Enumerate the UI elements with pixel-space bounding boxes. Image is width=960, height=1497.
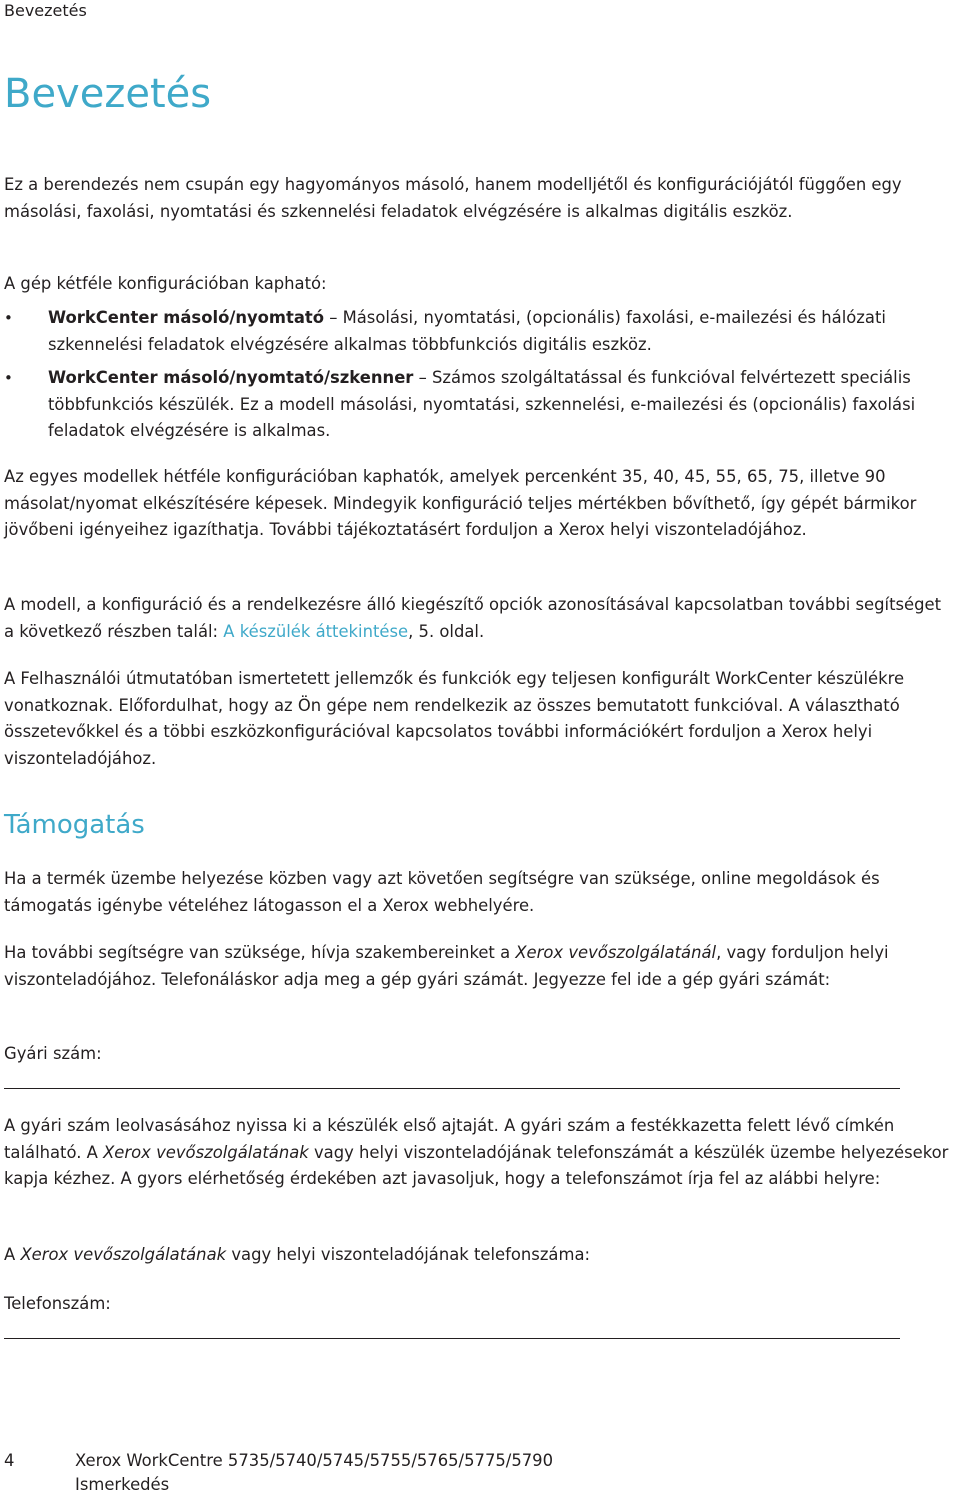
support-heading: Támogatás — [4, 810, 145, 840]
serial-write-line — [4, 1088, 900, 1089]
phone-write-line — [4, 1338, 900, 1339]
bullet-term: WorkCenter másoló/nyomtató — [48, 308, 324, 327]
serial-label: Gyári szám: — [4, 1044, 102, 1063]
overview-link[interactable]: A készülék áttekintése — [223, 621, 409, 641]
page-title: Bevezetés — [4, 71, 212, 117]
serial-paragraph: A gyári szám leolvasásához nyissa ki a készülék első ajtaját. A gyári szám a festékkazetta felett lévő címkén található. A Xerox vevőszolgálatának vagy helyi viszonteladójának telefonszámát a készülék üzembe helyezésekor kapja kézhez. A gyors elérhetőség érdekében azt javasoljuk, hogy a telefonszámot írja fel az alábbi helyre: — [4, 1116, 949, 1189]
footer-page-number: 4 — [4, 1451, 15, 1470]
bullet-text: – Számos szolgáltatással és funkcióval felvértezett speciális többfunkciós készülék. Ez a modell másolási, nyomtatási, szkennelési, e-mailezési és (opcionális) faxolási feladatok elvégzésére is alkalmas. — [48, 368, 916, 441]
guide-paragraph: A Felhasználói útmutatóban ismertetett jellemzők és funkciók egy teljesen konfigurált WorkCenter készülékre vonatkoznak. Előfordulhat, hogy az Ön gépe nem rendelkezik az összes bemutatott funkcióval. A választható összetevőkkel és a többi eszközkonfigurációval kapcsolatos további információkért forduljon a Xerox helyi viszonteladójához. — [4, 669, 905, 768]
support-paragraph-2: Ha további segítségre van szüksége, hívja szakembereinket a Xerox vevőszolgálatánál, vagy forduljon helyi viszonteladójához. Telefonáláskor adja meg a gép gyári számát. Jegyezze fel ide a gép gyári számát: — [4, 943, 889, 989]
support-paragraph-1: Ha a termék üzembe helyezése közben vagy azt követően segítségre van szüksége, online megoldások és támogatás igénybe vételéhez látogasson el a Xerox webhelyére. — [4, 869, 880, 915]
bullet-icon: • — [4, 309, 13, 327]
identification-paragraph: A modell, a konfiguráció és a rendelkezésre álló kiegészítő opciók azonosításával kapcsolatban további segítséget a következő részben talál: A készülék áttekintése, 5. oldal. — [4, 595, 942, 641]
footer-product: Xerox WorkCentre 5735/5740/5745/5755/5765/5775/5790 — [75, 1451, 554, 1470]
running-header: Bevezetés — [4, 1, 87, 20]
footer-section: Ismerkedés — [75, 1475, 170, 1494]
bullet-icon: • — [4, 369, 13, 387]
intro-paragraph: Ez a berendezés nem csupán egy hagyományos másoló, hanem modelljétől és konfigurációjától függően egy másolási, faxolási, nyomtatási és szkennelési feladatok elvégzésére is alkalmas digitális eszköz. — [4, 175, 902, 221]
phone-lead: A Xerox vevőszolgálatának vagy helyi viszonteladójának telefonszáma: — [4, 1245, 591, 1264]
bullet-text: – Másolási, nyomtatási, (opcionális) faxolási, e-mailezési és hálózati szkennelési feladatok elvégzésére alkalmas többfunkciós digitális eszköz. — [48, 308, 886, 354]
phone-label: Telefonszám: — [4, 1294, 111, 1313]
models-paragraph: Az egyes modellek hétféle konfigurációban kaphatók, amelyek percenként 35, 40, 45, 55, 65, 75, illetve 90 másolat/nyomat elkészítésére képesek. Mindegyik konfiguráció teljes mértékben bővíthető, így gépét bármikor jövőbeni igényeihez igazíthatja. További tájékoztatásért forduljon a Xerox helyi viszonteladójához. — [4, 467, 917, 540]
bullet-term: WorkCenter másoló/nyomtató/szkenner — [48, 368, 414, 387]
config-lead: A gép kétféle konfigurációban kapható: — [4, 274, 327, 293]
